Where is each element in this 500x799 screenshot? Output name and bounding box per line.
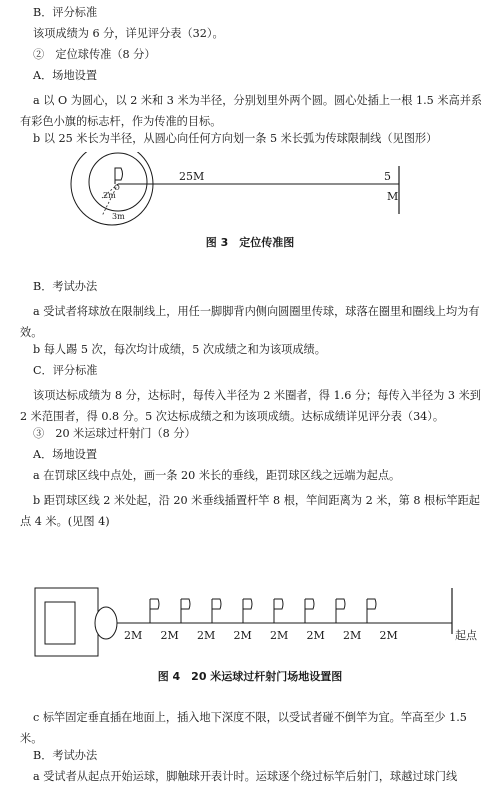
gap-label: 2M	[270, 629, 289, 642]
setup-para-b: b 以 25 米长为半径，从圆心向任何方向划一条 5 米长弧为传球限制线（见图形）	[33, 132, 438, 145]
inner-circle	[89, 153, 147, 211]
start-label: 起点	[455, 629, 477, 642]
poles-group	[150, 599, 376, 623]
goal-area	[45, 602, 75, 644]
section-b-heading: B．评分标准	[33, 6, 98, 19]
setup-heading-2: A．场地设置	[33, 448, 98, 461]
standard-heading: C．评分标准	[33, 364, 98, 377]
method-heading: B．考试办法	[33, 280, 98, 293]
penalty-arc	[95, 607, 117, 639]
item3-title: ③ 20 米运球过杆射门（8 分）	[33, 427, 196, 440]
label-3m: 3m	[112, 212, 125, 221]
method-para-b: b 每人踢 5 次，每次均计成绩，5 次成绩之和为该项成绩。	[33, 343, 326, 356]
setup-heading: A．场地设置	[33, 69, 98, 82]
label-5: 5	[384, 170, 391, 183]
gap-labels-group	[124, 629, 398, 642]
label-center-o: O	[114, 184, 120, 192]
label-25m: 25M	[179, 170, 205, 183]
item2-title: ② 定位球传准（8 分）	[33, 48, 156, 61]
method-para-a: a 受试者将球放在限制线上，用任一脚脚背内侧向圆圈里传球，球落在圈里和圈线上均为有效。	[20, 305, 480, 339]
flag-pole-icon	[150, 599, 159, 623]
gap-label: 2M	[379, 629, 398, 642]
figure-4-caption: 图 4 20 米运球过杆射门场地设置图	[157, 670, 343, 683]
penalty-area	[35, 588, 98, 656]
gap-label: 2M	[197, 629, 216, 642]
gap-label: 2M	[306, 629, 325, 642]
setup-para-a: a 以 O 为圆心，以 2 米和 3 米为半径，分别划里外两个圆。圆心处插上一根 1.5 米高并系有彩色小旗的标志杆，作为传准的目标。	[20, 94, 483, 128]
setup-para-a-2: a 在罚球区线中点处，画一条 20 米长的垂线，距罚球区线之远端为起点。	[33, 469, 401, 482]
label-m: M	[387, 190, 399, 203]
figure-4-diagram	[0, 582, 500, 694]
flag-pole-icon	[274, 599, 283, 623]
method-heading-2: B．考试办法	[33, 749, 98, 762]
gap-label: 2M	[343, 629, 362, 642]
label-2m: 2m	[103, 191, 116, 200]
flag-pole-icon	[212, 599, 221, 623]
flag-pole-icon	[243, 599, 252, 623]
gap-label: 2M	[124, 629, 143, 642]
setup-para-b-2: b 距罚球区线 2 米处起，沿 20 米垂线插置杆竿 8 根，竿间距离为 2 米，第 8 根标竿距起点 4 米。(见图 4)	[20, 494, 480, 528]
figure-3-caption: 图 3 定位传准图	[205, 236, 295, 249]
flag-pole-icon	[305, 599, 314, 623]
standard-para: 该项达标成绩为 8 分，达标时，每传入半径为 2 米圈者，得 1.6 分；每传入半径为 3 米到 2 米范围者，得 0.8 分。5 次达标成绩之和为该项成绩。达标成绩详见评分表（34）。	[20, 389, 481, 423]
flag-pole-icon	[181, 599, 190, 623]
flag-pole-icon	[336, 599, 345, 623]
gap-label: 2M	[233, 629, 252, 642]
method-para-a-2: a 受试者从起点开始运球，脚触球开表计时。运球逐个绕过标竿后射门，球越过球门线	[33, 770, 458, 783]
flag-pole-icon	[367, 599, 376, 623]
score-line: 该项成绩为 6 分，详见评分表（32）。	[33, 27, 224, 40]
flag-icon	[115, 168, 123, 180]
gap-label: 2M	[160, 629, 179, 642]
figure-3-diagram	[0, 152, 500, 262]
pole-para-c: c 标竿固定垂直插在地面上，插入地下深度不限，以受试者碰不倒竿为宜。竿高至少 1.5 米。	[20, 711, 467, 745]
